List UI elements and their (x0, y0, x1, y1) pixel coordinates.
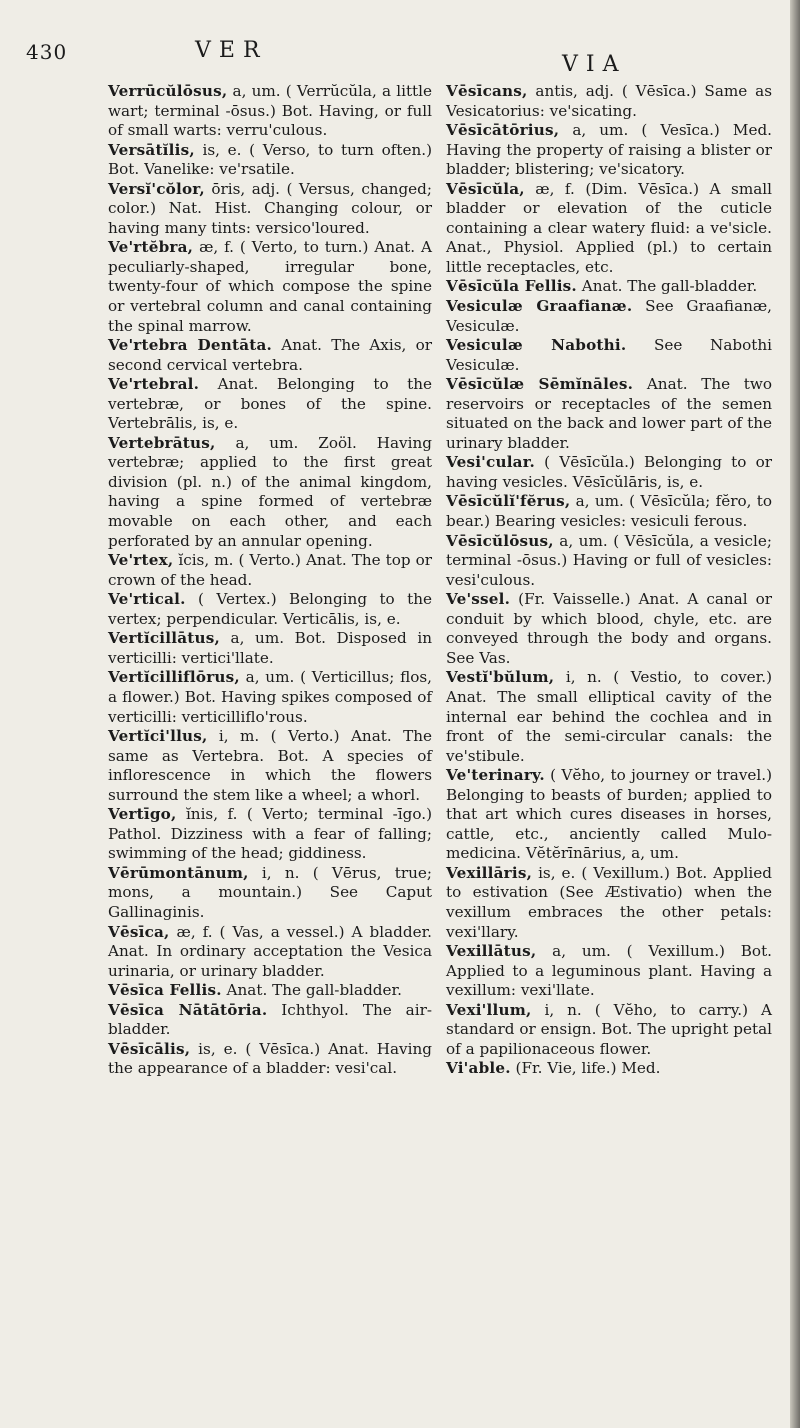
running-head-right: VIA (562, 52, 627, 77)
entry-headword: Ve'rtebra Dentāta. (108, 336, 273, 355)
dictionary-entry (108, 180, 432, 239)
entry-definition: is, e. ( Vēsīca.) Anat. Having the appearance of a bladder: vesi'cal. (108, 1039, 432, 1078)
entry-definition: ( Vēsīcŭla.) Belonging to or having vesicles. Vēsīcŭlāris, is, e. (446, 453, 772, 491)
entry-definition: i, n. ( Vestio, to cover.) Anat. The small elliptical cavity of the internal ear behind the cochlea and in front of the semi-circular canals: the ve'stibule. (446, 668, 772, 765)
entry-definition: a, um. Zoöl. Having vertebræ; applied to the first great division (pl. n.) of the animal kingdom, having a spine formed of vertebræ movable on each other, and each perforated by an annular opening. (108, 433, 432, 550)
entry-headword: Ve'terinary. (446, 766, 545, 785)
dictionary-entry (108, 1040, 432, 1079)
entry-headword: Vēsīcŭlōsus, (446, 531, 554, 550)
entry-headword: Vertĭcillātus, (108, 629, 220, 648)
entry-definition: Anat. The gall-bladder. (221, 981, 402, 1000)
dictionary-entry (446, 864, 772, 942)
entry-definition: æ, f. (Dim. Vēsīca.) A small bladder or elevation of the cuticle containing a clear watery fluid: a ve'sicle. Anat., Physiol. Applied (pl.) to certain little receptacles, etc. (446, 179, 772, 276)
left-column (108, 82, 432, 1079)
page-number: 430 (26, 40, 68, 64)
entry-definition: a, um. ( Vesīca.) Med. Having the property of raising a blister or bladder; blistering; ve'sicatory. (446, 121, 772, 179)
entry-headword: Vesiculæ Nabothi. (446, 336, 627, 355)
entry-headword: Vēsīcans, (446, 82, 528, 100)
entry-definition: ĭcis, m. ( Verto.) Anat. The top or crown of the head. (108, 551, 432, 589)
entry-headword: Vērūmontānum, (108, 863, 249, 882)
dictionary-entry (446, 668, 772, 766)
entry-headword: Ve'rtical. (108, 590, 186, 609)
entry-definition: ĭnis, f. ( Verto; terminal -īgo.) Pathol. Dizziness with a fear of falling; swimming of the head; giddiness. (108, 805, 432, 863)
dictionary-entry (108, 668, 432, 727)
entry-headword: Vēsīca Nātātōria. (108, 1000, 268, 1019)
dictionary-entry (446, 453, 772, 492)
entry-definition: a, um. ( Verticillus; flos, a flower.) Bot. Having spikes composed of verticilli: verticilliflo'rous. (108, 668, 432, 726)
entry-definition: antis, adj. ( Vēsīca.) Same as Vesicatorius: ve'sicating. (446, 82, 772, 120)
entry-definition: is, e. ( Verso, to turn often.) Bot. Vanelike: ve'rsatile. (108, 140, 432, 179)
dictionary-entry (108, 375, 432, 434)
dictionary-entry (108, 141, 432, 180)
entry-definition: a, um. Bot. Disposed in verticilli: vertici'llate. (108, 629, 432, 667)
entry-headword: Vēsīcātōrius, (446, 121, 560, 140)
entry-headword: Versĭ'cŏlor, (108, 179, 205, 198)
dictionary-entry (108, 727, 432, 805)
dictionary-entry (108, 805, 432, 864)
entry-definition: a, um. ( Vexillum.) Bot. Applied to a leguminous plant. Having a vexillum: vexi'llate. (446, 942, 772, 1000)
entry-definition: i, n. ( Vĕho, to carry.) A standard or ensign. Bot. The upright petal of a papilionaceous flower. (446, 1000, 772, 1058)
dictionary-entry (446, 590, 772, 668)
entry-headword: Vēsīca, (108, 922, 170, 941)
entry-headword: Vestĭ'bŭlum, (446, 668, 555, 687)
dictionary-entry (108, 238, 432, 336)
entry-headword: Ve'rtebral. (108, 375, 200, 394)
entry-headword: Vēsīca Fellis. (108, 981, 222, 1000)
dictionary-entry (446, 82, 772, 121)
entry-headword: Vēsīcŭla Fellis. (446, 277, 577, 296)
entry-headword: Vēsīcŭlæ Sēmĭnāles. (446, 375, 634, 394)
entry-definition: Anat. Belonging to the vertebræ, or bones of the spine. Vertebrālis, is, e. (108, 375, 432, 433)
dictionary-entry (446, 492, 772, 531)
entry-headword: Vesi'cular. (446, 453, 536, 472)
entry-definition: a, um. ( Verrŭcŭla, a little wart; terminal -ōsus.) Bot. Having, or full of small warts: verru'culous. (108, 82, 432, 140)
entry-definition: (Fr. Vie, life.) Med. (510, 1059, 661, 1078)
entry-definition: is, e. ( Vexillum.) Bot. Applied to estivation (See Æstivatio) when the vexillum embraces the other petals: vexi'llary. (446, 863, 772, 941)
dictionary-entry (446, 766, 772, 864)
entry-headword: Vertĭci'llus, (108, 727, 208, 746)
entry-definition: i, n. ( Vērus, true; mons, a mountain.) See Caput Gallinaginis. (108, 863, 432, 921)
dictionary-entry (446, 277, 772, 297)
entry-headword: Vēsīcŭlĭ'fĕrus, (446, 492, 571, 511)
entry-headword: Ve'rtĕbra, (108, 238, 194, 257)
dictionary-entry (108, 336, 432, 375)
entry-headword: Vexillātus, (446, 942, 537, 961)
page-header (0, 12, 800, 77)
entry-definition: a, um. ( Vēsīcŭla, a vesicle; terminal -ōsus.) Having or full of vesicles: vesi'culous. (446, 531, 772, 589)
dictionary-entry (108, 82, 432, 141)
running-head-left: VER (195, 38, 268, 63)
entry-headword: Ve'rtex, (108, 551, 174, 570)
entry-headword: Vēsīcŭla, (446, 179, 525, 198)
entry-definition: ( Vĕho, to journey or travel.) Belonging to beasts of burden; applied to that art which cures diseases in horses, cattle, etc., anciently called Mulo-medicina. Vĕtĕrīnārius, a, um. (446, 766, 772, 863)
dictionary-entry (446, 1059, 772, 1079)
dictionary-entry (108, 551, 432, 590)
entry-definition: Ichthyol. The air-bladder. (108, 1000, 432, 1039)
entry-headword: Vertīgo, (108, 805, 177, 824)
dictionary-entry (108, 590, 432, 629)
entry-headword: Vexillāris, (446, 863, 533, 882)
dictionary-entry (446, 336, 772, 375)
entry-headword: Vesiculæ Graafianæ. (446, 297, 633, 316)
dictionary-entry (108, 629, 432, 668)
dictionary-entry (446, 121, 772, 180)
entry-definition: ōris, adj. ( Versus, changed; color.) Nat. Hist. Changing colour, or having many tints: versico'loured. (108, 179, 432, 237)
entry-definition: See Graafianæ, Vesiculæ. (446, 297, 773, 335)
right-column (446, 82, 772, 1079)
entry-headword: Vertĭcilliflōrus, (108, 668, 240, 687)
entry-definition: i, m. ( Verto.) Anat. The same as Vertebra. Bot. A species of inflorescence in which the flowers surround the stem like a wheel; a whorl. (108, 727, 432, 804)
dictionary-entry (108, 864, 432, 923)
entry-definition: (Fr. Vaisselle.) Anat. A canal or conduit by which blood, chyle, etc. are conveyed through the body and organs. See Vas. (446, 590, 772, 667)
entry-headword: Verrūcŭlōsus, (108, 82, 228, 100)
dictionary-entry (108, 434, 432, 551)
entry-headword: Vi'able. (446, 1059, 511, 1078)
entry-headword: Versātĭlis, (108, 140, 195, 159)
dictionary-entry (108, 1001, 432, 1040)
dictionary-entry (108, 981, 432, 1001)
entry-headword: Vexi'llum, (446, 1000, 532, 1019)
scan-edge (790, 0, 800, 1428)
entry-headword: Ve'ssel. (446, 590, 511, 609)
entry-definition: Anat. The Axis, or second cervical vertebra. (108, 336, 432, 374)
entry-definition: Anat. The gall-bladder. (576, 277, 758, 296)
dictionary-entry (446, 180, 772, 278)
entry-definition: ( Vertex.) Belonging to the vertex; perpendicular. Verticālis, is, e. (108, 590, 432, 628)
dictionary-entry (446, 532, 772, 591)
dictionary-entry (108, 923, 432, 982)
entry-definition: æ, f. ( Vas, a vessel.) A bladder. Anat. In ordinary acceptation the Vesica urinaria, or urinary bladder. (108, 922, 432, 980)
dictionary-entry (446, 375, 772, 453)
entry-definition: a, um. ( Vēsīcŭla; fĕro, to bear.) Bearing vesicles: vesiculi ferous. (446, 492, 772, 531)
entry-definition: See Nabothi Vesiculæ. (446, 336, 772, 374)
entry-headword: Vēsīcālis, (108, 1039, 191, 1058)
dictionary-entry (446, 942, 772, 1001)
entry-definition: æ, f. ( Verto, to turn.) Anat. A peculiarly-shaped, irregular bone, twenty-four of which compose the spine or vertebral column and canal containing the spinal marrow. (108, 238, 432, 335)
dictionary-entry (446, 1001, 772, 1060)
entry-headword: Vertebrātus, (108, 433, 216, 452)
entry-definition: Anat. The two reservoirs or receptacles of the semen situated on the back and lower part of the urinary bladder. (446, 375, 772, 452)
dictionary-entry (446, 297, 772, 336)
